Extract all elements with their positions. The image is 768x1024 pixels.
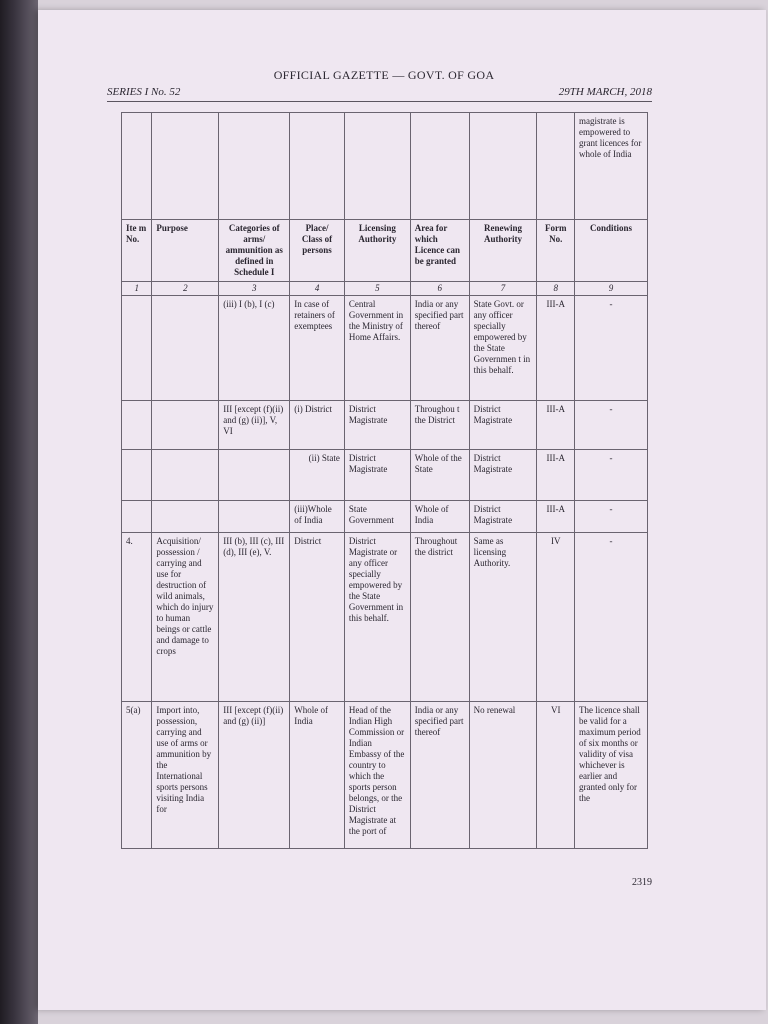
cell-categories: III [except (f)(ii) and (g) (ii)] bbox=[219, 702, 290, 849]
column-number: 9 bbox=[574, 282, 647, 296]
cell-item: 4. bbox=[122, 533, 152, 702]
cell-conditions: - bbox=[574, 401, 647, 450]
column-number: 4 bbox=[290, 282, 345, 296]
cell-conditions: - bbox=[574, 533, 647, 702]
cell-purpose: Acquisition/ possession / carrying and use for destruction of wild animals, which do injury to human beings or cattle and damage to crops bbox=[152, 533, 219, 702]
cell-categories: III (b), III (c), III (d), III (e), V. bbox=[219, 533, 290, 702]
column-number-row bbox=[122, 282, 648, 296]
header-purpose: Purpose bbox=[152, 220, 219, 282]
cell-renewing-authority: District Magistrate bbox=[469, 450, 537, 501]
cell-renewing-authority: Same as licensing Authority. bbox=[469, 533, 537, 702]
cell-item bbox=[122, 401, 152, 450]
cell-licensing-authority: Head of the Indian High Commission or Indian Embassy of the country to which the sports person belongs, or the District Magistrate at the port of bbox=[344, 702, 410, 849]
cell-place: (iii)Whole of India bbox=[290, 501, 345, 533]
cell-licensing-authority: District Magistrate bbox=[344, 450, 410, 501]
cell-item: 5(a) bbox=[122, 702, 152, 849]
cell-renewing-authority: District Magistrate bbox=[469, 401, 537, 450]
cell-purpose bbox=[152, 296, 219, 401]
series-number: SERIES I No. 52 bbox=[107, 86, 181, 98]
page-number: 2319 bbox=[632, 877, 652, 888]
cell-categories bbox=[219, 450, 290, 501]
header-licensing-authority: Licensing Authority bbox=[344, 220, 410, 282]
cell-conditions: - bbox=[574, 296, 647, 401]
header-form-no: Form No. bbox=[537, 220, 574, 282]
cell-categories bbox=[219, 501, 290, 533]
licence-table bbox=[121, 112, 648, 849]
cell-renewing-authority: No renewal bbox=[469, 702, 537, 849]
column-number: 7 bbox=[469, 282, 537, 296]
table-row-continued bbox=[122, 113, 648, 220]
cell-area: India or any specified part thereof bbox=[410, 702, 469, 849]
header-divider bbox=[107, 101, 652, 102]
cell-form-no: VI bbox=[537, 702, 574, 849]
cell-item bbox=[122, 296, 152, 401]
column-number: 2 bbox=[152, 282, 219, 296]
header-conditions: Conditions bbox=[574, 220, 647, 282]
cell-renewing-authority: District Magistrate bbox=[469, 501, 537, 533]
gazette-title: OFFICIAL GAZETTE — GOVT. OF GOA bbox=[273, 68, 495, 82]
cell-area: Whole of the State bbox=[410, 450, 469, 501]
cell-categories: (iii) I (b), I (c) bbox=[219, 296, 290, 401]
cell-conditions: - bbox=[574, 501, 647, 533]
cell-form-no: III-A bbox=[537, 401, 574, 450]
header-area: Area for which Licence can be granted bbox=[410, 220, 469, 282]
header-categories: Categories of arms/ ammunition as defined in Schedule I bbox=[219, 220, 290, 282]
cell-area: Throughout the district bbox=[410, 533, 469, 702]
cell-place: (i) District bbox=[290, 401, 345, 450]
cell-item bbox=[122, 450, 152, 501]
cell-conditions: magistrate is empowered to grant licences for whole of India bbox=[574, 113, 647, 220]
cell-form-no: IV bbox=[537, 533, 574, 702]
cell-place: Whole of India bbox=[290, 702, 345, 849]
scan-left-edge bbox=[0, 0, 38, 1024]
header-renewing-authority: Renewing Authority bbox=[469, 220, 537, 282]
column-number: 1 bbox=[122, 282, 152, 296]
table-row bbox=[122, 501, 648, 533]
cell-licensing-authority: State Government bbox=[344, 501, 410, 533]
cell-area: Whole of India bbox=[410, 501, 469, 533]
cell-renewing-authority: State Govt. or any officer specially empowered by the State Governmen t in this behalf. bbox=[469, 296, 537, 401]
cell-licensing-authority: Central Government in the Ministry of Home Affairs. bbox=[344, 296, 410, 401]
header-place: Place/ Class of persons bbox=[290, 220, 345, 282]
table-row bbox=[122, 401, 648, 450]
column-number: 6 bbox=[410, 282, 469, 296]
cell-categories: III [except (f)(ii) and (g) (ii)], V, VI bbox=[219, 401, 290, 450]
cell-purpose: Import into, possession, carrying and use of arms or ammunition by the International sports persons visiting India for bbox=[152, 702, 219, 849]
cell-purpose bbox=[152, 450, 219, 501]
cell-place: (ii) State bbox=[290, 450, 345, 501]
table-row bbox=[122, 450, 648, 501]
table-row bbox=[122, 702, 648, 849]
publication-date: 29TH MARCH, 2018 bbox=[558, 86, 652, 98]
table-row bbox=[122, 296, 648, 401]
cell-purpose bbox=[152, 401, 219, 450]
column-number: 8 bbox=[537, 282, 574, 296]
cell-form-no: III-A bbox=[537, 296, 574, 401]
cell-area: India or any specified part thereof bbox=[410, 296, 469, 401]
cell-form-no: III-A bbox=[537, 450, 574, 501]
column-number: 3 bbox=[219, 282, 290, 296]
header-item-no: Ite m No. bbox=[122, 220, 152, 282]
column-number: 5 bbox=[344, 282, 410, 296]
cell-form-no: III-A bbox=[537, 501, 574, 533]
cell-conditions: - bbox=[574, 450, 647, 501]
cell-item bbox=[122, 501, 152, 533]
table-header-row bbox=[122, 220, 648, 282]
cell-purpose bbox=[152, 501, 219, 533]
cell-place: In case of retainers of exemptees bbox=[290, 296, 345, 401]
cell-conditions: The licence shall be valid for a maximum period of six months or validity of visa whichever is earlier and granted only for the bbox=[574, 702, 647, 849]
table-row bbox=[122, 533, 648, 702]
cell-area: Throughou t the District bbox=[410, 401, 469, 450]
cell-licensing-authority: District Magistrate or any officer specially empowered by the State Government in this behalf. bbox=[344, 533, 410, 702]
cell-licensing-authority: District Magistrate bbox=[344, 401, 410, 450]
cell-place: District bbox=[290, 533, 345, 702]
